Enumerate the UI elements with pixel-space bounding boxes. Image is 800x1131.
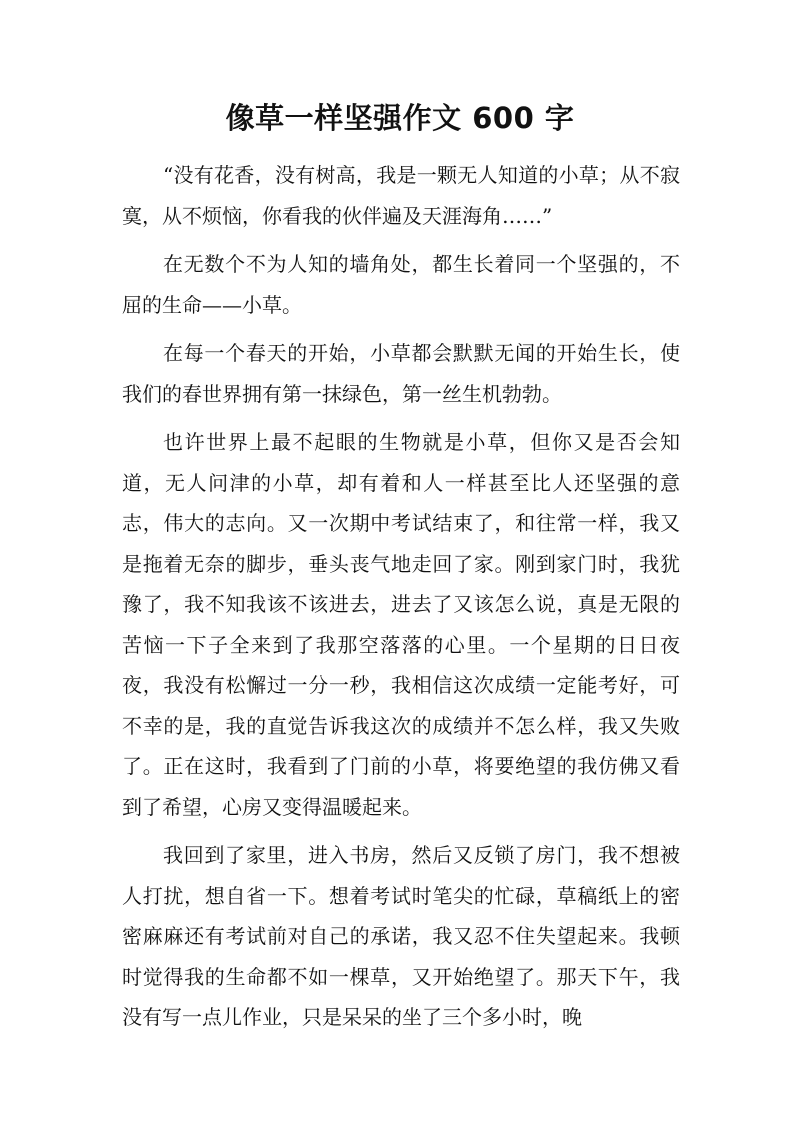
paragraph-2: 在无数个不为人知的墙角处，都生长着同一个坚强的，不屈的生命——小草。 [122, 252, 680, 317]
paragraph-1: “没有花香，没有树高，我是一颗无人知道的小草；从不寂寞，从不烦恼，你看我的伙伴遍及天涯海角……” [122, 163, 680, 228]
paragraph-4: 也许世界上最不起眼的生物就是小草，但你又是否会知道，无人问津的小草，却有着和人一样甚至比人还坚强的意志，伟大的志向。又一次期中考试结束了，和往常一样，我又是拖着无奈的脚步，垂头丧气地走回了家。刚到家门时，我犹豫了，我不知我该不该进去，进去了又该怎么说，真是无限的苦恼一下子全来到了我那空落落的心里。一个星期的日日夜夜，我没有松懈过一分一秒，我相信这次成绩一定能考好，可不幸的是，我的直觉告诉我这次的成绩并不怎么样，我又失败了。正在这时，我看到了门前的小草，将要绝望的我仿佛又看到了希望，心房又变得温暖起来。 [122, 430, 680, 819]
paragraph-5: 我回到了家里，进入书房，然后又反锁了房门，我不想被人打扰，想自省一下。想着考试时笔尖的忙碌，草稿纸上的密密麻麻还有考试前对自己的承诺，我又忍不住失望起来。我顿时觉得我的生命都不如一棵草，又开始绝望了。那天下午，我没有写一点儿作业，只是呆呆的坐了三个多小时，晚 [122, 843, 680, 1029]
document-title: 像草一样坚强作文 600 字 [225, 101, 575, 135]
paragraph-3: 在每一个春天的开始，小草都会默默无闻的开始生长，使我们的春世界拥有第一抹绿色，第一丝生机勃勃。 [122, 341, 680, 406]
document-body [122, 155, 680, 1046]
